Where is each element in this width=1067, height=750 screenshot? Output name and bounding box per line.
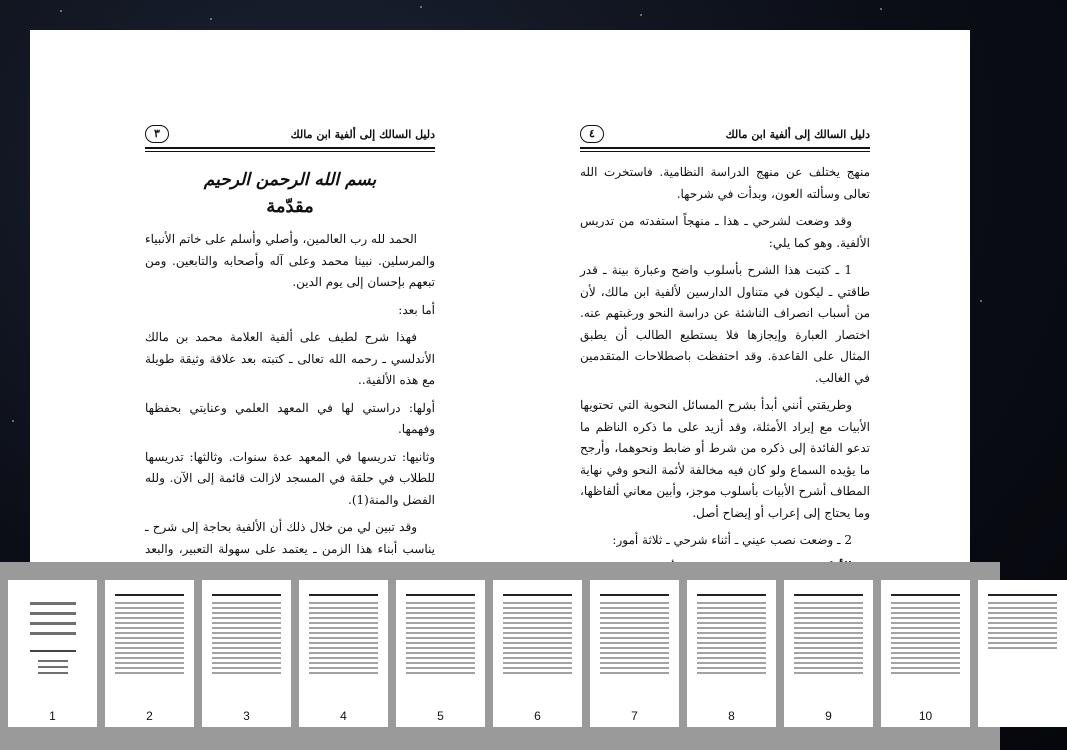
basmala: بسم الله الرحمن الرحيم xyxy=(203,170,377,190)
thumbnail-page-9[interactable] xyxy=(784,580,873,727)
thumbnail-page-5[interactable] xyxy=(396,580,485,727)
thumbnail-page-2[interactable] xyxy=(105,580,194,727)
paragraph: 1 ـ كتبت هذا الشرح بأسلوب واضح وعبارة بينة ـ قدر طاقتي ـ ليكون في متناول الدارسين لألفية ابن مالك، لأن من أسباب انصراف الناشئة عن دراسة النحو ورغبتهم عنه. اختصار العبارة وإيجازها فلا يستطيع الطالب أن يطبق المثال على القاعدة. وقد احتفظت باصطلاحات المتقدمين في الغالب. xyxy=(580,263,870,385)
paragraph: أما بعد: xyxy=(398,302,435,317)
thumbnail-page-4[interactable] xyxy=(299,580,388,727)
paragraph: وقد وضعت لشرحي ـ هذا ـ منهجاً استفدته من تدريس الألفية. وهو كما يلي: xyxy=(580,214,870,250)
thumbnail-page-1[interactable] xyxy=(8,580,97,727)
book-spread[interactable] xyxy=(30,30,970,590)
right-running-head xyxy=(580,122,870,146)
paragraph: الحمد لله رب العالمين، وأصلي وأسلم على خاتم الأنبياء والمرسلين. نبينا محمد وعلى آله وأصحابه والتابعين. ومن تبعهم بإحسان إلى يوم الدين. xyxy=(145,232,435,289)
left-running-head xyxy=(145,122,435,146)
thumbnail-label: 3 xyxy=(243,709,250,723)
left-page-number: ٣ xyxy=(145,125,169,143)
paragraph: فهذا شرح لطيف على ألفية العلامة محمد بن مالك الأندلسي ـ رحمه الله تعالى ـ كتبته بعد علاقة وثيقة طويلة مع هذه الألفية.. xyxy=(145,330,435,387)
thumbnail-page-6[interactable] xyxy=(493,580,582,727)
thumbnail-label: 5 xyxy=(437,709,444,723)
thumbnail-label: 8 xyxy=(728,709,735,723)
paragraph: منهج يختلف عن منهج الدراسة النظامية. فاستخرت الله تعالى وسألته العون، وبدأت في شرحها. xyxy=(580,165,870,201)
right-page-number: ٤ xyxy=(580,125,604,143)
thumbnail-strip[interactable] xyxy=(0,562,1000,750)
thumbnail-label: 4 xyxy=(340,709,347,723)
header-rule xyxy=(145,147,435,149)
thumbnail-label: 10 xyxy=(918,709,933,723)
cover-title-art xyxy=(30,602,76,652)
thumbnail-page-3[interactable] xyxy=(202,580,291,727)
right-running-title: دليل السالك إلى ألفية ابن مالك xyxy=(725,127,870,141)
thumbnail-page-7[interactable] xyxy=(590,580,679,727)
thumbnail-label: 6 xyxy=(534,709,541,723)
left-page xyxy=(145,30,435,590)
paragraph: أولها: دراستي لها في المعهد العلمي وعنايتي بحفظها وفهمها. xyxy=(145,400,435,436)
paragraph: وقد تبين لي من خلال ذلك أن الألفية بحاجة إلى شرح ـ يناسب أبناء هذا الزمن ـ يعتمد على سهولة التعبير، والبعد xyxy=(145,520,435,556)
thumbnail-label: 9 xyxy=(825,709,832,723)
paragraph: 2 ـ وضعت نصب عيني ـ أثناء شرحي ـ ثلاثة أمور: xyxy=(612,533,852,547)
cover-subtitle-art xyxy=(38,660,68,678)
thumbnail-label: 2 xyxy=(146,709,153,723)
thumbnail-page-11[interactable] xyxy=(978,580,1067,727)
page-heading: مقدّمة xyxy=(266,195,314,217)
thumbnail-page-10[interactable] xyxy=(881,580,970,727)
paragraph: وطريقتي أنني أبدأ بشرح المسائل النحوية التي تحتويها الأبيات مع إيراد الأمثلة، وقد أزيد على ما ذكره الناظم ما تدعو الفائدة إلى ذكره من شرط أو ضابط ونحوهما، وأرجح ما يؤيده السماع ولو كان فيه مخالفة لأئمة النحو وفي نهاية المطاف أشرح الأبيات بأسلوب موجز، وأبين معاني ألفاظها، وما يحتاج إلى إعراب أو إيضاح أصل. xyxy=(580,398,870,520)
left-running-title: دليل السالك إلى ألفية ابن مالك xyxy=(290,127,435,141)
thumbnail-label: 7 xyxy=(631,709,638,723)
paragraph: وثانيها: تدريسها في المعهد عدة سنوات. وثالثها: تدريسها للطلاب في حلقة في المسجد لازالت قائمة إلى الآن. ولله الفضل والمنة(1). xyxy=(145,449,435,507)
header-rule-thin xyxy=(580,151,870,152)
header-rule xyxy=(580,147,870,149)
thumbnail-label: 1 xyxy=(49,709,56,723)
thumbnail-page-8[interactable] xyxy=(687,580,776,727)
right-page-body xyxy=(580,162,870,628)
header-rule-thin xyxy=(145,151,435,152)
right-page xyxy=(580,30,870,590)
